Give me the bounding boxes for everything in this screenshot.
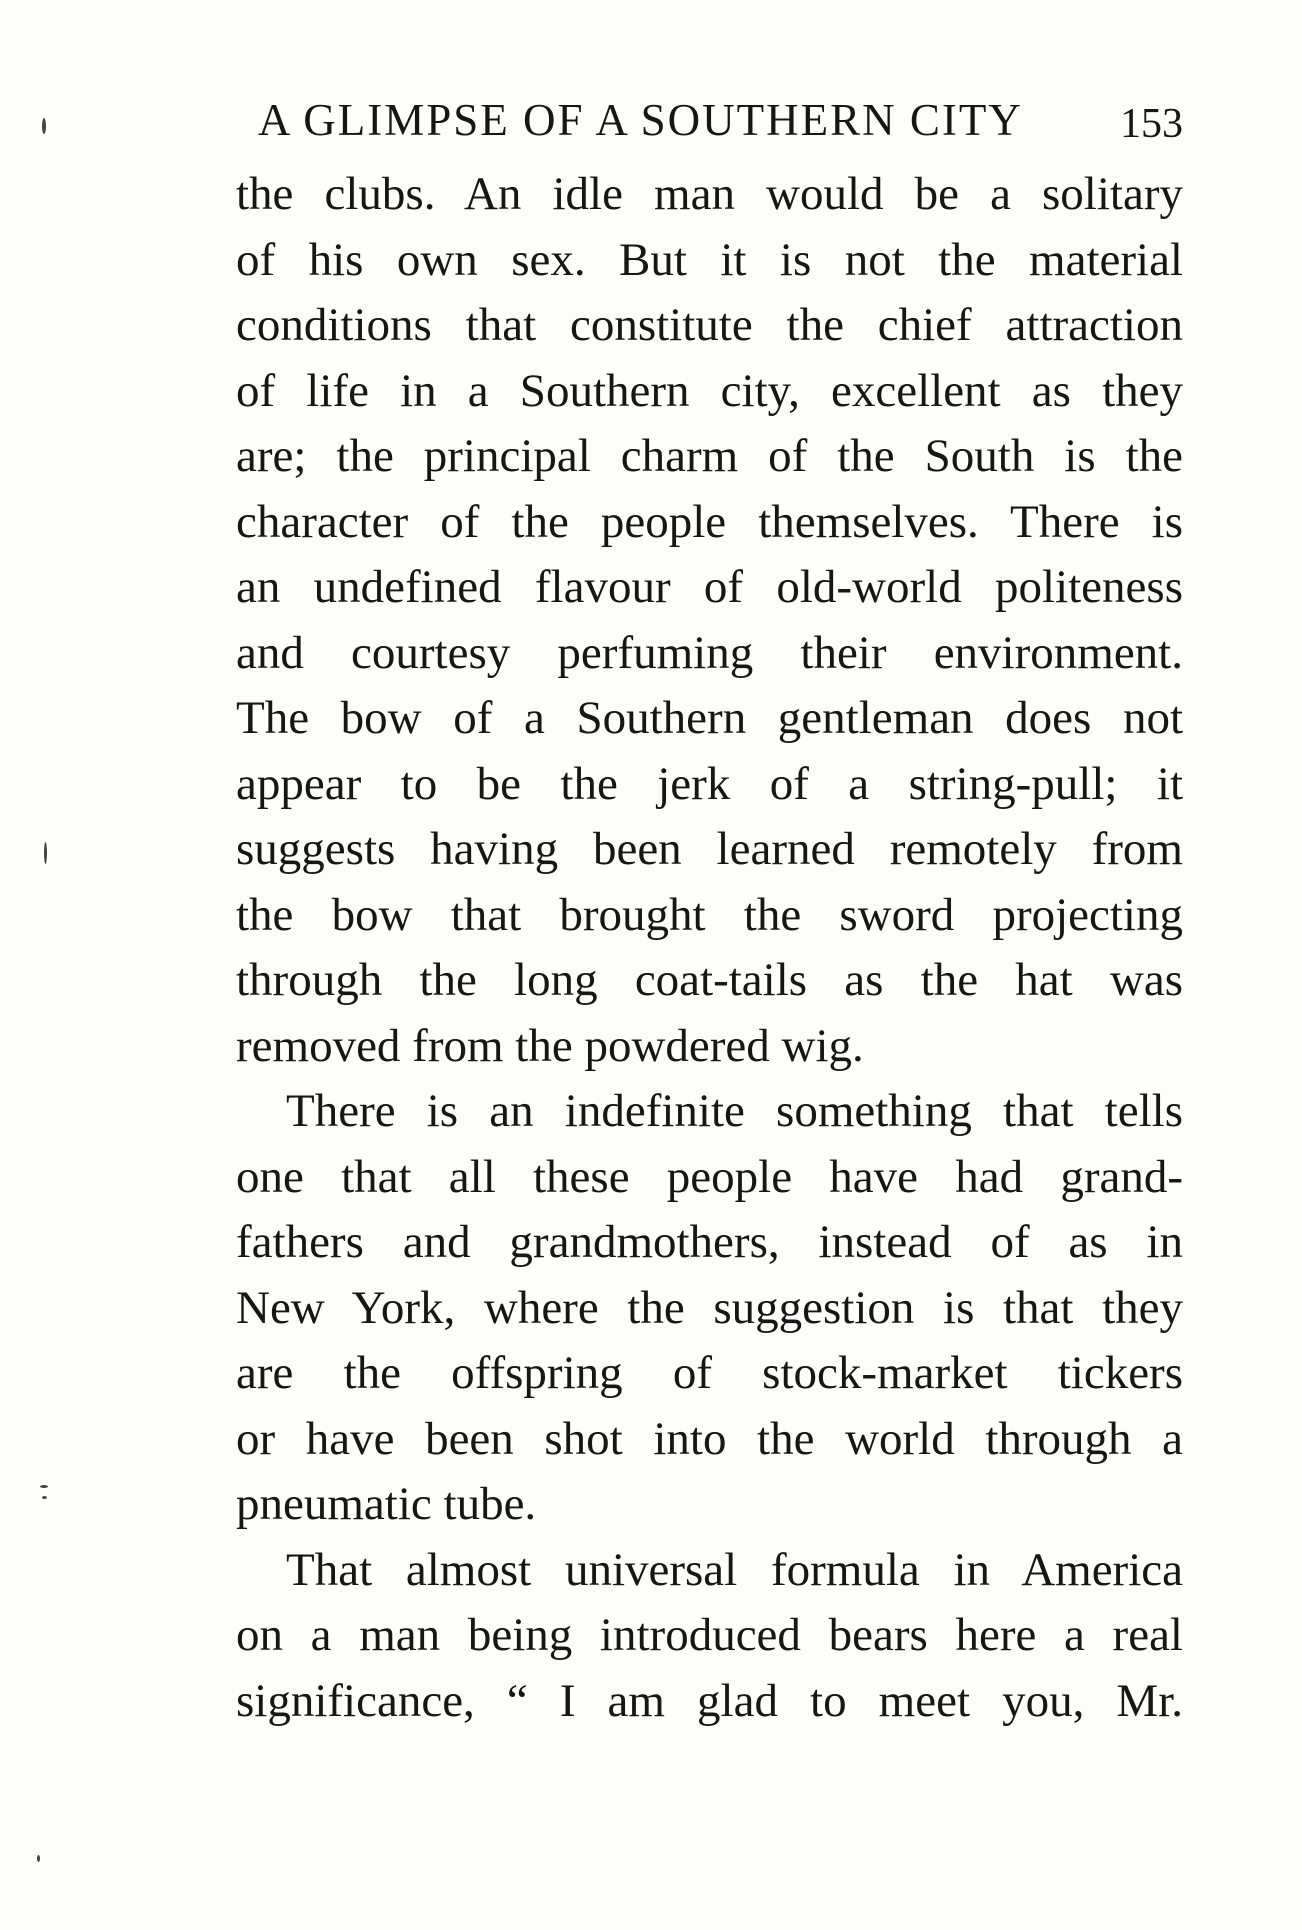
scan-speck: [44, 842, 47, 864]
text-line: suggests having been learned remotely from: [236, 823, 1183, 875]
text-line: New York, where the suggestion is that they: [236, 1281, 1183, 1334]
text-line: conditions that constitute the chief attraction: [236, 299, 1183, 351]
text-line: of life in a Southern city, excellent as they: [236, 364, 1183, 417]
paragraph-1: [236, 162, 1183, 1079]
text-line: are the offspring of stock-market tickers: [236, 1347, 1183, 1399]
text-line: fathers and grandmothers, instead of as in: [236, 1216, 1183, 1268]
page-number: 153: [1120, 101, 1183, 147]
text-line: The bow of a Southern gentleman does not: [236, 692, 1183, 744]
page-header: [258, 90, 1183, 150]
scan-speck: [42, 118, 46, 134]
paragraph-3: [236, 1538, 1183, 1735]
text-line: removed from the powdered wig.: [236, 1019, 864, 1072]
text-line: That almost universal formula in America: [286, 1543, 1183, 1596]
text-line: or have been shot into the world through a: [236, 1412, 1183, 1465]
text-line: appear to be the jerk of a string-pull; it: [236, 757, 1183, 810]
text-line: are; the principal charm of the South is the: [236, 430, 1183, 482]
scan-speck: [37, 1855, 40, 1862]
paragraph-2: [236, 1079, 1183, 1538]
text-line: of his own sex. But it is not the material: [236, 233, 1183, 286]
text-line: the bow that brought the sword projecting: [236, 888, 1183, 941]
text-line: There is an indefinite something that tells: [286, 1085, 1183, 1137]
text-line: pneumatic tube.: [236, 1478, 537, 1530]
text-line: one that all these people have had grand-: [236, 1150, 1183, 1203]
text-line: and courtesy perfuming their environment.: [236, 626, 1183, 679]
text-line: character of the people themselves. There is: [236, 495, 1183, 548]
text-line: significance, “ I am glad to meet you, Mr.: [236, 1674, 1183, 1727]
text-line: the clubs. An idle man would be a solitary: [236, 168, 1183, 220]
text-line: on a man being introduced bears here a real: [236, 1609, 1183, 1661]
scan-speck: [40, 1485, 48, 1488]
scan-speck: [42, 1496, 47, 1499]
text-line: through the long coat-tails as the hat was: [236, 954, 1183, 1006]
body-text: [236, 162, 1183, 1734]
text-line: an undefined flavour of old-world politeness: [236, 561, 1183, 613]
running-title: A GLIMPSE OF A SOUTHERN CITY: [258, 95, 1023, 145]
